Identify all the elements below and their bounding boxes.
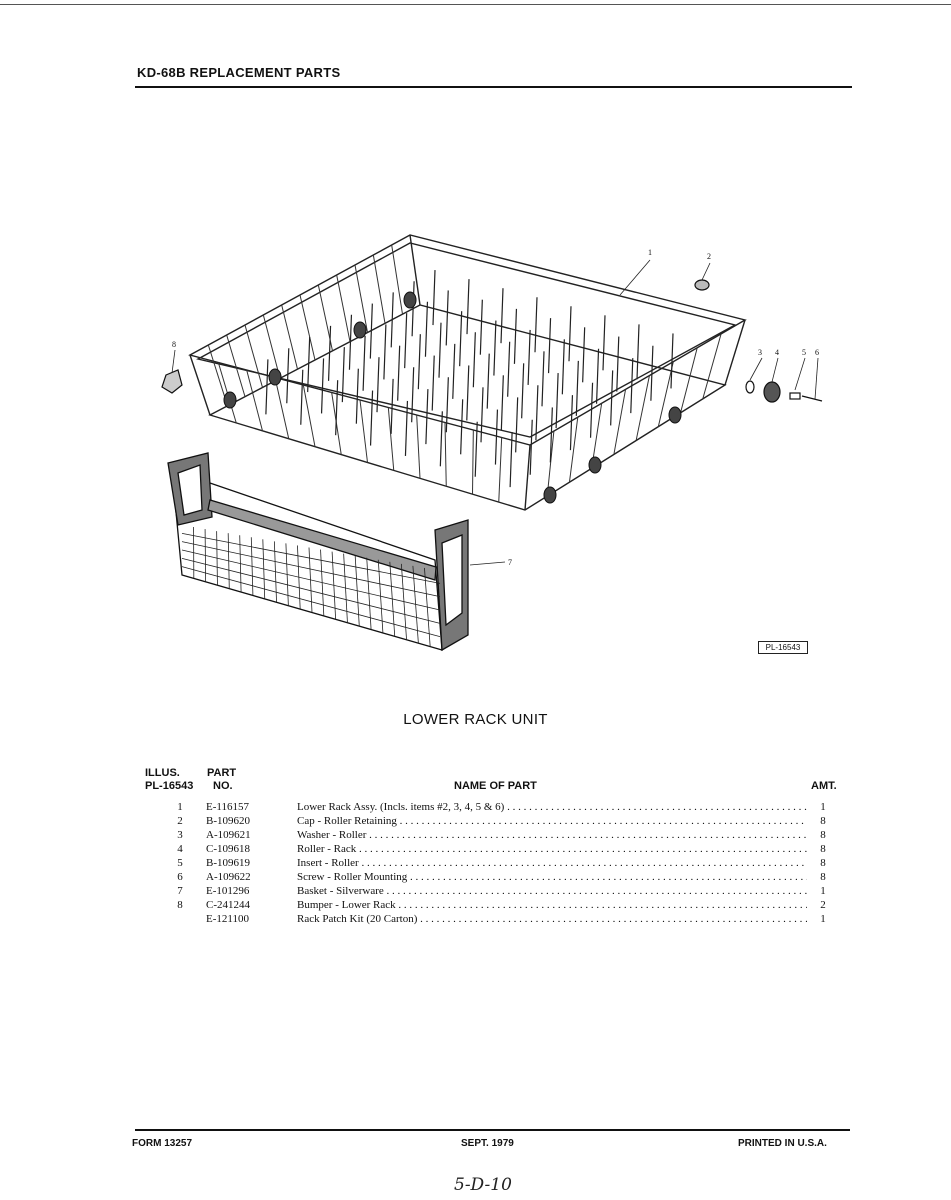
handwritten-note: 5-D-10 (454, 1175, 512, 1195)
rack-tine (570, 395, 572, 450)
rack-wire (282, 305, 298, 369)
footer-rule (135, 1129, 850, 1131)
table-row (140, 898, 845, 912)
amt-cell: 8 (820, 843, 826, 855)
rack-tine (522, 363, 524, 418)
rack-wire (263, 315, 280, 378)
rack-tine (418, 334, 420, 389)
rack-tine (405, 401, 407, 456)
rack-tine (495, 410, 497, 465)
callout-number: 8 (172, 340, 176, 349)
part-name-cell: Roller - Rack . . . (297, 842, 807, 856)
part-header-line2: NO. (213, 780, 233, 792)
illus-header (145, 767, 193, 793)
roller-screw (802, 396, 822, 401)
amt-cell: 1 (820, 885, 826, 897)
rack-tine (671, 333, 673, 388)
rack-tine (494, 321, 496, 376)
callout-number: 3 (758, 348, 762, 357)
part-no-cell: E-101296 (206, 885, 250, 897)
rack-tine (597, 349, 599, 404)
rack-wire (614, 389, 626, 454)
roller-washer (746, 381, 754, 393)
rack-tine (460, 311, 462, 366)
publication-date: SEPT. 1979 (461, 1138, 514, 1149)
rack-wire (417, 415, 420, 478)
part-no-cell: C-241244 (206, 899, 250, 911)
rack-tine (426, 389, 428, 444)
part-no-cell: E-116157 (206, 801, 249, 813)
amt-cell: 8 (820, 871, 826, 883)
part-no-cell: B-109619 (206, 857, 250, 869)
lower-rack-exploded-illustration (150, 225, 830, 665)
rack-tine (637, 324, 639, 379)
top-scan-rule (0, 4, 951, 5)
rack-wire (388, 408, 393, 471)
callout-number: 7 (508, 558, 512, 567)
table-row (140, 912, 845, 926)
part-name-cell: Bumper - Lower Rack . . . (297, 898, 807, 912)
part-name-cell: Basket - Silverware . . . (297, 884, 807, 898)
rack-top-rim-inner (198, 243, 735, 437)
roller-cap (695, 280, 709, 290)
callout-number: 1 (648, 248, 652, 257)
rack-tine (446, 290, 448, 345)
roller-insert (790, 393, 800, 399)
rack-wire (373, 255, 385, 323)
table-row (140, 856, 845, 870)
rack-wire (300, 295, 315, 360)
part-no-cell: B-109620 (206, 815, 250, 827)
part-name-cell: Lower Rack Assy. (Incls. items #2, 3, 4, 5 & 6) . . . (297, 800, 807, 814)
rack-tine (308, 337, 310, 392)
table-row (140, 842, 845, 856)
rack-side-wires (208, 245, 721, 502)
illus-cell: 1 (177, 801, 183, 813)
rack-tine (440, 411, 442, 466)
illus-cell: 8 (177, 899, 183, 911)
rack-tine (405, 313, 407, 368)
table-row (140, 814, 845, 828)
illus-cell: 5 (177, 857, 183, 869)
rack-roller (354, 322, 366, 338)
rack-roller (544, 487, 556, 503)
form-number: FORM 13257 (132, 1138, 193, 1149)
callout-number: 4 (775, 348, 779, 357)
rack-wire (337, 275, 350, 342)
amt-cell: 8 (820, 815, 826, 827)
rack-tine (322, 358, 324, 413)
rack-bumper (162, 370, 182, 393)
plate-number-label: PL-16543 (758, 641, 808, 654)
page-header-title: KD-68B REPLACEMENT PARTS (137, 65, 341, 80)
rack-tine (556, 373, 558, 428)
rack-wire (245, 325, 263, 388)
rack-wire (303, 385, 315, 447)
rack-roller (589, 457, 601, 473)
amt-cell: 1 (820, 913, 826, 925)
rack-wire (360, 400, 368, 463)
rack-tine (542, 351, 544, 406)
rack-tine (501, 375, 503, 430)
rack-tine (508, 342, 510, 397)
rack-tine (467, 279, 469, 334)
rack-tine (398, 346, 400, 401)
rack-tine (603, 315, 605, 370)
printed-location: PRINTED IN U.S.A. (738, 1138, 827, 1149)
part-name-cell: Cap - Roller Retaining . . . (297, 814, 807, 828)
rack-tine (549, 318, 551, 373)
callout-number: 2 (707, 252, 711, 261)
illus-header-line2: PL-16543 (145, 780, 194, 792)
rack-tine (391, 379, 393, 434)
rack-tine (583, 327, 585, 382)
rack-tine (384, 324, 386, 379)
rack-tine (266, 359, 268, 414)
rack-tine (432, 356, 434, 411)
rack-tine (617, 337, 619, 392)
illus-cell: 7 (177, 885, 183, 897)
rack-tine (301, 370, 303, 425)
silverware-basket (168, 453, 468, 650)
rack-tine (536, 385, 538, 440)
roller-wheel (764, 382, 780, 402)
callout-number: 5 (802, 348, 806, 357)
rack-tine (433, 270, 435, 325)
amt-cell: 8 (820, 829, 826, 841)
rack-roller (224, 392, 236, 408)
rack-tine (562, 339, 564, 394)
rack-tine (528, 330, 530, 385)
parts-table (140, 800, 845, 926)
table-row (140, 884, 845, 898)
rack-tine (576, 361, 578, 416)
rack-roller (669, 407, 681, 423)
part-name-cell: Washer - Roller . . . (297, 828, 807, 842)
illus-cell: 3 (177, 829, 183, 841)
rack-tine (501, 288, 503, 343)
table-row (140, 828, 845, 842)
part-name-cell: Screw - Roller Mounting . . . (297, 870, 807, 884)
rack-tines (266, 270, 673, 487)
rack-tine (569, 306, 571, 361)
amt-header: AMT. (811, 780, 837, 792)
rack-tine (535, 297, 537, 352)
rack-tine (439, 323, 441, 378)
rack-wire (636, 376, 649, 441)
illus-cell: 6 (177, 871, 183, 883)
name-header: NAME OF PART (454, 780, 537, 792)
table-row (140, 870, 845, 884)
rack-tine (467, 365, 469, 420)
rack-tine (425, 302, 427, 357)
callout-number: 6 (815, 348, 819, 357)
section-title: LOWER RACK UNIT (403, 711, 548, 728)
part-no-cell: A-109622 (206, 871, 251, 883)
illus-cell: 2 (177, 815, 183, 827)
amt-cell: 8 (820, 857, 826, 869)
part-header-line1: PART (207, 767, 237, 779)
header-rule (135, 86, 852, 88)
rack-tine (516, 397, 518, 452)
illus-header-line1: ILLUS. (145, 767, 180, 779)
part-no-cell: C-109618 (206, 843, 250, 855)
part-name-cell: Insert - Roller . . . (297, 856, 807, 870)
rack-tine (377, 357, 379, 412)
part-no-cell: E-121100 (206, 913, 249, 925)
rack-wire (473, 430, 474, 494)
part-no-header (207, 767, 236, 793)
rack-tine (514, 309, 516, 364)
amt-cell: 1 (820, 801, 826, 813)
rack-roller (269, 369, 281, 385)
rack-tine (487, 354, 489, 409)
rack-wire (499, 438, 502, 503)
rack-roller (404, 292, 416, 308)
illus-cell: 4 (177, 843, 183, 855)
table-row (140, 800, 845, 814)
rack-tine (371, 391, 373, 446)
rack-tine (287, 348, 289, 403)
rack-tine (473, 332, 475, 387)
rack-wire (681, 348, 698, 413)
rack-tine (453, 344, 455, 399)
rack-tine (481, 387, 483, 442)
rack-tine (363, 336, 365, 391)
part-no-cell: A-109621 (206, 829, 251, 841)
part-name-cell: Rack Patch Kit (20 Carton) . . . (297, 912, 807, 926)
rack-wire (275, 378, 289, 439)
rack-tine (446, 377, 448, 432)
rack-tine (480, 300, 482, 355)
amt-cell: 2 (820, 899, 826, 911)
